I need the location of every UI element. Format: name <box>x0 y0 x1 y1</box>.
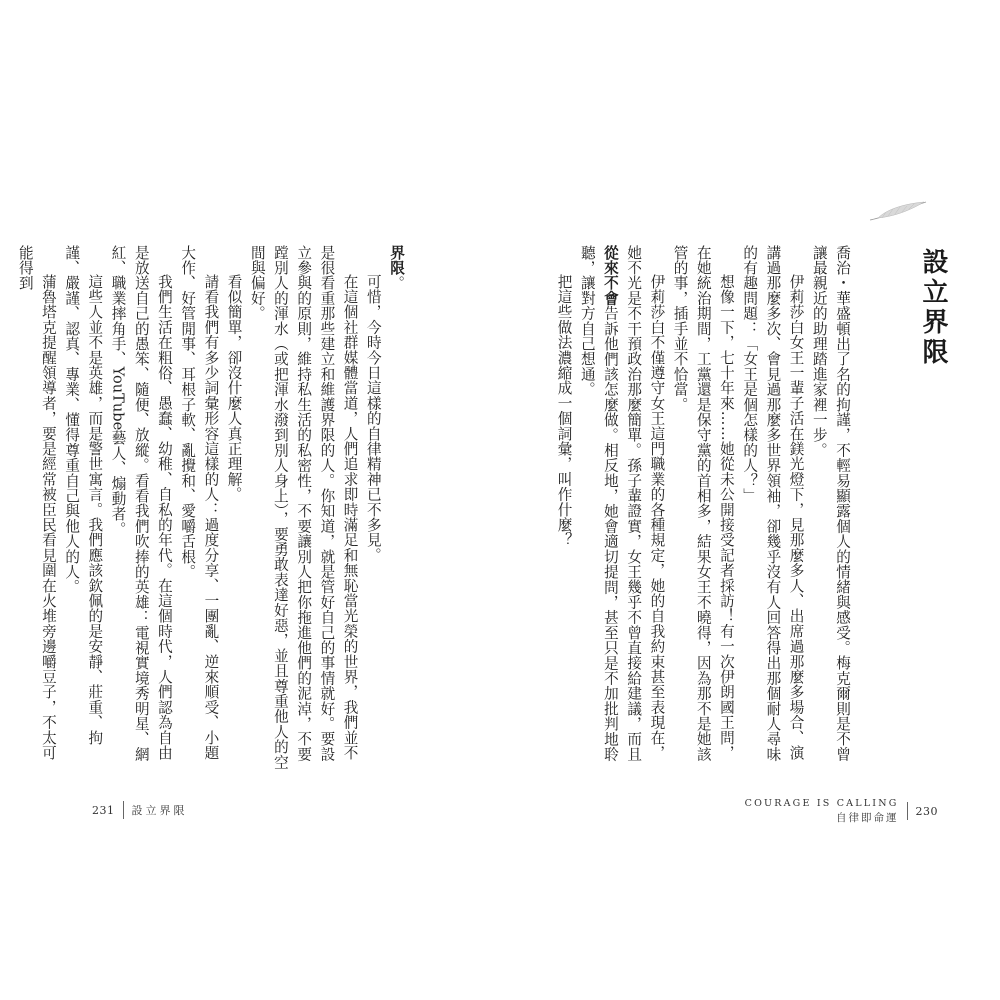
footer-divider <box>123 801 124 819</box>
paragraph <box>106 245 176 775</box>
right-page-footer <box>745 797 938 825</box>
left-page-footer <box>92 801 188 819</box>
paragraph: 伊莉莎白女王一輩子活在鎂光燈下，見那麼多人、出席過那麼多場合、演講過那麼多次、會見過那麼多世界領袖，卻幾乎沒有人回答得出那個耐人尋味的有趣問題：「女王是個怎樣的人？」 <box>741 245 805 762</box>
paragraph-text: 伊莉莎白不僅遵守女王這門職業的各種規定，她的自我約束甚至表現在，她不光是不干預政治那麼簡單。孫子輩證實，女王幾乎不曾直接給建議，而且 <box>625 245 666 762</box>
paragraph-text: 。 <box>388 275 405 291</box>
feather-icon <box>868 198 928 226</box>
paragraph: 可惜，今時今日這樣的自律精神已不多見。 <box>364 274 382 563</box>
right-page-body <box>552 245 854 775</box>
paragraph <box>576 245 669 775</box>
footer-divider <box>907 802 908 820</box>
paragraph: 這些人並不是英雄，而是警世寓言。我們應該欽佩的是安靜、莊重、拘謹、嚴謹、認真、專業、懂得尊重自己與他人的人。 <box>63 245 104 746</box>
paragraph-text: 藝人、煽動者。 <box>109 430 127 537</box>
page-number: 230 <box>915 804 938 818</box>
paragraph: 蒲魯塔克提醒領導者，要是經常被臣民看見圍在火堆旁邊嚼豆子，不太可能得到 <box>16 245 57 761</box>
chapter-title: 設立界限 <box>918 248 948 368</box>
latin-text: YouTube <box>109 366 127 431</box>
page-number: 231 <box>92 803 115 817</box>
paragraph: 想像一下，七十年來……她從未公開接受記者採訪！有一次伊朗國王問，在她統治期間，工黨還是保守黨的首相多，結果女王不曉得，因為那不是她該管的事，插手並不恰當。 <box>671 245 735 762</box>
paragraph: 在這個社群媒體當道，人們追求即時滿足和無恥當光榮的世界，我們並不是很看重那些建立和維護界限的人。你知道，就是管好自己的事情就好。要設立參與的原則，維持私生活的私密性，不要讓別人把你拖進他們的泥淖，不要蹚別人的渾水（或把渾水潑到別人身上），要勇敢表達好惡，並且尊重他人的空間與偏好。 <box>248 245 359 770</box>
paragraph: 喬治・華盛頓出了名的拘謹，不輕易顯露個人的情緒與感受。梅克爾則是不曾讓最親近的助理踏進家裡一步。 <box>810 245 851 762</box>
paragraph-text: 我們生活在粗俗、愚蠢、幼稚、自私的年代。在這個時代，人們認為自由是放送自己的愚笨、隨便、放縱。看看我們吹捧的英雄：電視實境秀明星、網紅、職業摔角手、 <box>109 245 173 762</box>
paragraph <box>385 245 408 775</box>
emphasis-text: 界限 <box>388 245 405 276</box>
paragraph-text: 告訴他們該怎麼做。相反地，她會適切提問，甚至只是不加批判地聆聽，讓對方自己想通。 <box>578 245 619 762</box>
running-head-title: 設立界限 <box>131 804 188 817</box>
paragraph: 看似簡單，卻沒什麼人真正理解。 <box>225 274 243 503</box>
left-page-body <box>14 245 408 775</box>
running-head <box>745 797 899 825</box>
emphasis-text: 從來不會 <box>601 245 619 306</box>
paragraph: 把這些做法濃縮成一個詞彙，叫作什麼？ <box>555 274 573 548</box>
running-head-chinese: 自律即命運 <box>836 812 899 824</box>
running-head-english: COURAGE IS CALLING <box>744 798 899 809</box>
paragraph: 請看我們有多少詞彙形容這樣的人：過度分享、一團亂、逆來順受、小題大作、好管閒事、耳根子軟、亂攪和、愛嚼舌根。 <box>179 245 220 761</box>
